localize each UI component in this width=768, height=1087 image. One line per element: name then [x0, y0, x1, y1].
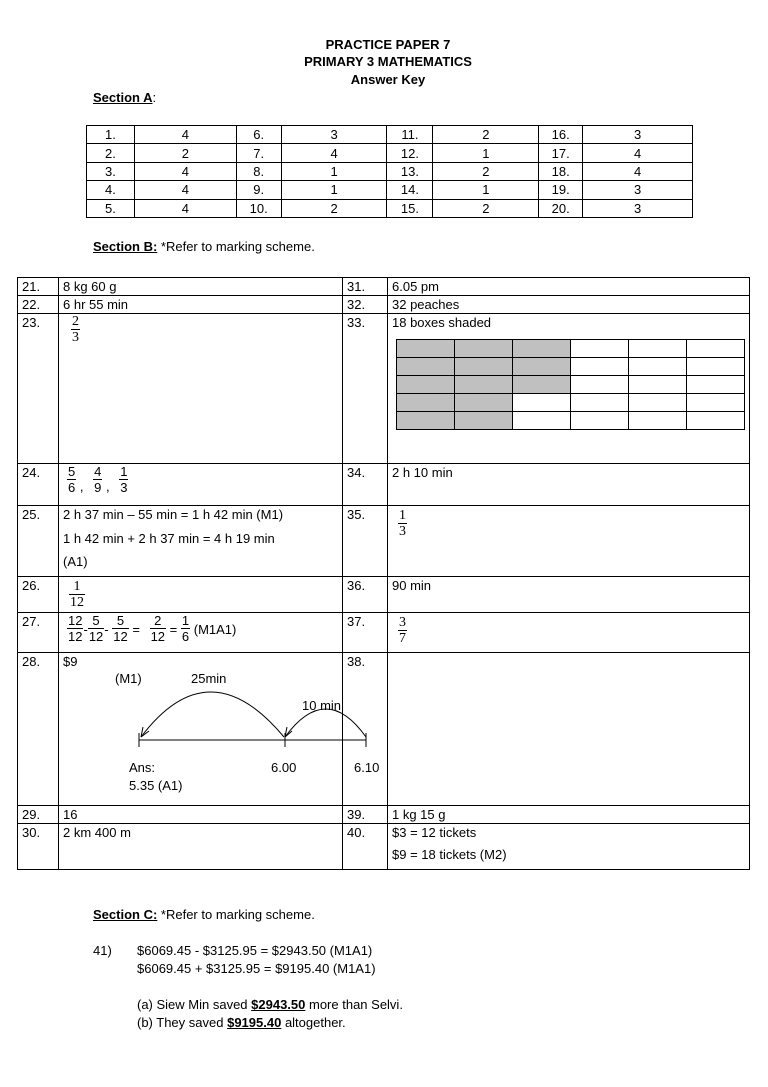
q26-answer: [59, 577, 343, 613]
answer-cell: 3: [583, 181, 693, 199]
answer-cell: 2: [433, 162, 539, 180]
q24-f3-denominator: 3: [120, 480, 128, 495]
grid-cell-empty: [629, 412, 687, 430]
q38-answer: [388, 653, 750, 806]
q37-numerator: 3: [399, 615, 406, 630]
q27-marks: (M1A1): [193, 622, 237, 637]
grid-cell-shaded: [397, 376, 455, 394]
q27-a-numerator: 12: [68, 613, 83, 628]
grid-cell-empty: [629, 376, 687, 394]
table-row: [18, 314, 750, 464]
q27-fraction-d: [150, 613, 166, 644]
answer-cell: 1: [281, 181, 387, 199]
question-number-cell: 18.: [539, 162, 583, 180]
answer-cell: 4: [134, 199, 236, 217]
q33-number: 33.: [343, 314, 388, 464]
q25-line-3: (A1): [63, 554, 88, 569]
question-number-cell: 19.: [539, 181, 583, 199]
table-row: [18, 806, 750, 824]
grid-cell-empty: [571, 394, 629, 412]
grid-cell-empty: [571, 358, 629, 376]
q33-answer: [388, 314, 750, 464]
q27-e-denominator: 6: [181, 629, 190, 644]
answer-cell: 3: [583, 199, 693, 217]
q34-number: 34.: [343, 464, 388, 506]
grid-row: [397, 412, 745, 430]
question-number-cell: 11.: [387, 126, 433, 144]
q32-number: 32.: [343, 296, 388, 314]
grid-cell-shaded: [397, 358, 455, 376]
q24-f3-numerator: 1: [120, 464, 128, 479]
answer-cell: 3: [583, 126, 693, 144]
q25-number: 25.: [18, 506, 59, 577]
table-row: [18, 653, 750, 806]
grid-cell-shaded: [455, 376, 513, 394]
q27-fraction-e: [181, 613, 190, 644]
q24-fraction-2: [93, 464, 102, 495]
question-number-cell: 10.: [236, 199, 281, 217]
q22-number: 22.: [18, 296, 59, 314]
q24-comma-1: ,: [79, 479, 84, 494]
answer-cell: 2: [281, 199, 387, 217]
grid-cell-shaded: [397, 412, 455, 430]
table-row: [87, 144, 693, 162]
grid-cell-empty: [571, 412, 629, 430]
grid-cell-empty: [629, 340, 687, 358]
grid-cell-empty: [571, 340, 629, 358]
q24-f2-numerator: 4: [94, 464, 102, 479]
section-c-note: *Refer to marking scheme.: [157, 907, 315, 922]
answer-cell: 2: [433, 199, 539, 217]
q24-fraction-3: [119, 464, 128, 495]
section-a-colon: :: [152, 90, 157, 105]
grid-cell-empty: [513, 394, 571, 412]
q35-answer: [388, 506, 750, 577]
q41-answer-b: [137, 1015, 346, 1031]
q23-denominator: 3: [72, 330, 79, 345]
q35-numerator: 1: [399, 508, 406, 523]
grid-cell-shaded: [513, 376, 571, 394]
grid-cell-shaded: [513, 358, 571, 376]
grid-cell-empty: [629, 394, 687, 412]
q27-d-numerator: 2: [150, 613, 166, 629]
grid-cell-empty: [687, 358, 745, 376]
q28-ans-value: 5.35 (A1): [129, 778, 183, 793]
q27-fraction-b: [88, 613, 104, 644]
q28-number: 28.: [18, 653, 59, 806]
grid-row: [397, 340, 745, 358]
grid-cell-shaded: [455, 412, 513, 430]
table-row: [18, 824, 750, 870]
answer-cell: 4: [134, 126, 236, 144]
q35-fraction: [398, 508, 407, 539]
q37-answer: [388, 613, 750, 653]
table-row: [87, 199, 693, 217]
section-b-note: *Refer to marking scheme.: [157, 239, 315, 254]
q25-answer: [59, 506, 343, 577]
q37-number: 37.: [343, 613, 388, 653]
q21-number: 21.: [18, 278, 59, 296]
section-b-heading: [93, 239, 315, 254]
q36-number: 36.: [343, 577, 388, 613]
question-number-cell: 16.: [539, 126, 583, 144]
q27-c-denominator: 12: [113, 629, 128, 644]
q29-answer: 16: [59, 806, 343, 824]
question-number-cell: 17.: [539, 144, 583, 162]
answer-cell: 1: [433, 181, 539, 199]
q41-working-line-2: $6069.45 + $3125.95 = $9195.40 (M1A1): [137, 961, 376, 976]
q27-d-denominator: 12: [150, 629, 166, 644]
q28-answer-text: $9: [63, 654, 78, 669]
grid-cell-empty: [629, 358, 687, 376]
q27-a-denominator: 12: [68, 629, 83, 644]
q41-a-suffix: more than Selvi.: [305, 997, 403, 1012]
section-b-answer-table: [17, 277, 750, 870]
question-number-cell: 3.: [87, 162, 135, 180]
q28-m1-label: (M1): [115, 671, 142, 686]
grid-cell-shaded: [455, 340, 513, 358]
answer-cell: 4: [281, 144, 387, 162]
q24-f1-numerator: 5: [68, 464, 76, 479]
answer-cell: 4: [583, 162, 693, 180]
q23-numerator: 2: [72, 314, 79, 329]
q27-minus-2: -: [104, 622, 109, 637]
question-number-cell: 15.: [387, 199, 433, 217]
question-number-cell: 12.: [387, 144, 433, 162]
section-b-label: Section B:: [93, 239, 158, 254]
q27-c-numerator: 5: [112, 613, 128, 629]
q36-answer: 90 min: [388, 577, 750, 613]
question-number-cell: 6.: [236, 126, 281, 144]
q24-f2-denominator: 9: [94, 480, 102, 495]
q23-fraction: [71, 314, 80, 345]
grid-cell-empty: [687, 340, 745, 358]
table-row: [87, 162, 693, 180]
answer-cell: 3: [281, 126, 387, 144]
q27-equals-2: =: [169, 622, 178, 637]
grid-cell-empty: [571, 376, 629, 394]
q41-a-prefix: (a) Siew Min saved: [137, 997, 252, 1012]
q41-b-suffix: altogether.: [281, 1015, 346, 1030]
q39-answer: 1 kg 15 g: [388, 806, 750, 824]
question-number-cell: 9.: [236, 181, 281, 199]
q33-shaded-grid: [396, 339, 745, 430]
q26-fraction: [69, 579, 85, 610]
table-row: [18, 577, 750, 613]
q28-tick-label-600: 6.00: [271, 760, 297, 775]
table-row: [18, 464, 750, 506]
question-number-cell: 20.: [539, 199, 583, 217]
grid-cell-shaded: [455, 358, 513, 376]
q28-tick-label-610: 6.10: [354, 760, 380, 775]
q34-answer: 2 h 10 min: [388, 464, 750, 506]
q26-number: 26.: [18, 577, 59, 613]
paper-subtitle: Answer Key: [350, 72, 426, 87]
q28-ans-label: Ans:: [129, 760, 156, 775]
grid-cell-empty: [513, 412, 571, 430]
q33-text: 18 boxes shaded: [392, 315, 492, 330]
q23-answer: [59, 314, 343, 464]
q27-fraction-a: [67, 613, 83, 644]
q27-fraction-c: [112, 613, 128, 644]
q39-number: 39.: [343, 806, 388, 824]
q31-number: 31.: [343, 278, 388, 296]
q31-answer: 6.05 pm: [388, 278, 750, 296]
q41-number: 41): [93, 943, 112, 958]
grid-cell-shaded: [397, 394, 455, 412]
grid-cell-empty: [687, 394, 745, 412]
q32-answer: 32 peaches: [388, 296, 750, 314]
q40-number: 40.: [343, 824, 388, 870]
q38-number: 38.: [343, 653, 388, 806]
q22-answer: 6 hr 55 min: [59, 296, 343, 314]
grid-row: [397, 394, 745, 412]
question-number-cell: 14.: [387, 181, 433, 199]
grid-cell-empty: [687, 376, 745, 394]
q41-b-value: $9195.40: [227, 1015, 282, 1030]
q25-line-2: 1 h 42 min + 2 h 37 min = 4 h 19 min: [63, 531, 275, 546]
paper-subject: PRIMARY 3 MATHEMATICS: [304, 54, 472, 69]
q40-line-1: $3 = 12 tickets: [392, 825, 477, 840]
q28-jump-25-label: 25min: [191, 671, 227, 686]
q37-denominator: 7: [399, 631, 406, 646]
q26-denominator: 12: [70, 595, 84, 610]
q24-fraction-1: [67, 464, 76, 495]
question-number-cell: 8.: [236, 162, 281, 180]
grid-cell-shaded: [455, 394, 513, 412]
q30-number: 30.: [18, 824, 59, 870]
q27-e-numerator: 1: [181, 613, 190, 628]
answer-cell: 4: [134, 162, 236, 180]
section-a-answer-table: [86, 125, 693, 218]
q40-answer: [388, 824, 750, 870]
q24-f1-denominator: 6: [68, 480, 76, 495]
answer-cell: 2: [134, 144, 236, 162]
grid-cell-shaded: [397, 340, 455, 358]
question-number-cell: 1.: [87, 126, 135, 144]
q29-number: 29.: [18, 806, 59, 824]
q27-answer: [59, 613, 343, 653]
grid-row: [397, 358, 745, 376]
q27-equals-1: =: [132, 622, 140, 637]
table-row: [18, 506, 750, 577]
q41-working-line-1: $6069.45 - $3125.95 = $2943.50 (M1A1): [137, 943, 373, 958]
grid-cell-shaded: [513, 340, 571, 358]
table-row: [18, 613, 750, 653]
grid-cell-empty: [687, 412, 745, 430]
table-row: [18, 296, 750, 314]
table-row: [18, 278, 750, 296]
section-a-heading: [93, 90, 156, 105]
q25-line-1: 2 h 37 min – 55 min = 1 h 42 min (M1): [63, 507, 284, 522]
q28-arc-25min: [141, 692, 284, 737]
q37-fraction: [398, 615, 407, 646]
table-row: [87, 181, 693, 199]
q28-number-line-diagram: [59, 669, 389, 801]
q27-b-numerator: 5: [88, 613, 104, 629]
q26-numerator: 1: [69, 579, 85, 595]
section-a-label: Section A: [93, 90, 153, 105]
answer-cell: 4: [134, 181, 236, 199]
q41-b-prefix: (b) They saved: [137, 1015, 228, 1030]
question-number-cell: 13.: [387, 162, 433, 180]
grid-row: [397, 376, 745, 394]
q41-answer-a: [137, 997, 403, 1013]
question-number-cell: 5.: [87, 199, 135, 217]
answer-cell: 4: [583, 144, 693, 162]
answer-cell: 1: [433, 144, 539, 162]
q21-answer: 8 kg 60 g: [59, 278, 343, 296]
question-number-cell: 7.: [236, 144, 281, 162]
q28-arc-10min: [285, 709, 366, 737]
q40-line-2: $9 = 18 tickets (M2): [392, 847, 507, 862]
q24-comma-2: ,: [105, 479, 110, 494]
q35-denominator: 3: [399, 524, 406, 539]
table-row: [87, 126, 693, 144]
q27-b-denominator: 12: [88, 629, 104, 644]
section-c-label: Section C:: [93, 907, 158, 922]
answer-cell: 1: [281, 162, 387, 180]
answer-cell: 2: [433, 126, 539, 144]
paper-title: PRACTICE PAPER 7: [325, 37, 451, 52]
q23-number: 23.: [18, 314, 59, 464]
q41-a-value: $2943.50: [251, 997, 306, 1012]
q28-jump-10-label: 10 min: [302, 698, 342, 713]
q27-number: 27.: [18, 613, 59, 653]
q27-minus-1: -: [83, 622, 88, 637]
q24-answer: [59, 464, 343, 506]
q30-answer: 2 km 400 m: [59, 824, 343, 870]
question-number-cell: 2.: [87, 144, 135, 162]
section-c-heading: [93, 907, 315, 922]
q24-number: 24.: [18, 464, 59, 506]
q35-number: 35.: [343, 506, 388, 577]
question-number-cell: 4.: [87, 181, 135, 199]
